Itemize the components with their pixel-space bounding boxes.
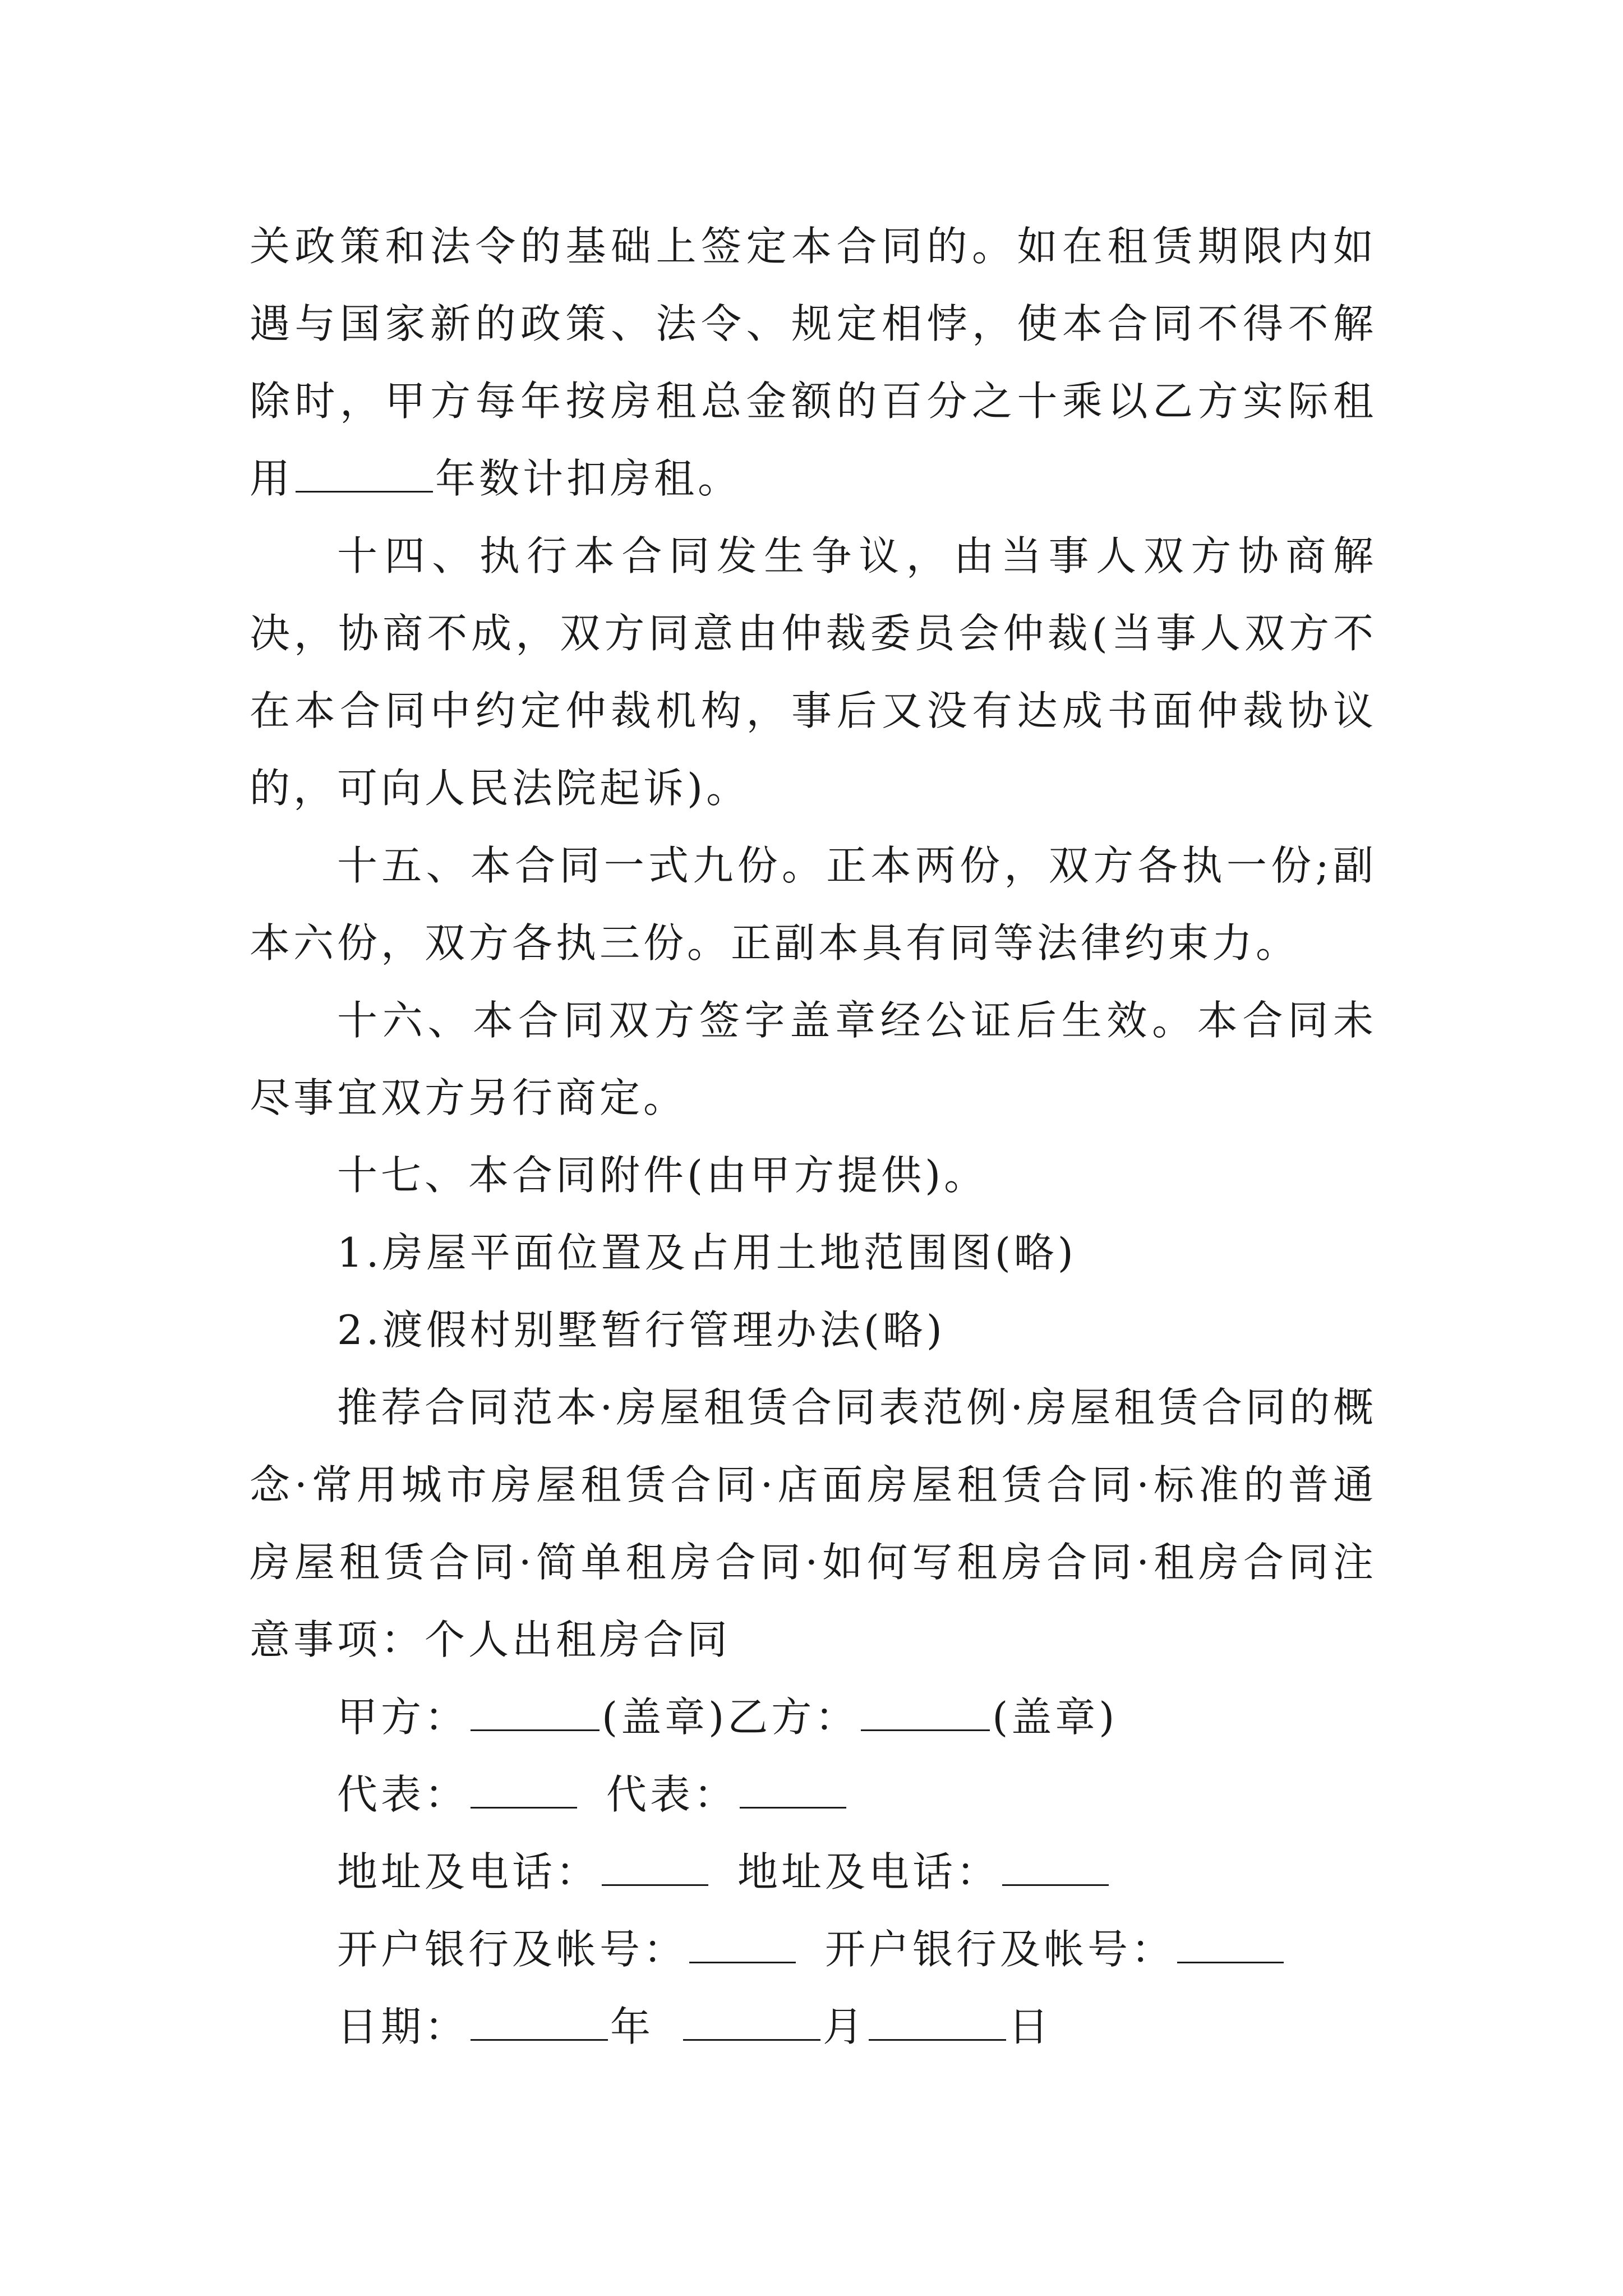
party-a-label: 甲方：	[337, 1694, 469, 1741]
year-blank	[471, 1994, 608, 2041]
signature-date-line	[250, 1988, 1377, 2065]
contract-body	[250, 208, 1377, 2065]
years-blank	[296, 446, 433, 493]
attachment-2: 2.渡假村别墅暂行管理办法(略)	[337, 1306, 946, 1354]
rep-b-blank	[740, 1762, 846, 1809]
signature-representative-line	[250, 1756, 1377, 1833]
addr-a-label: 地址及电话：	[337, 1848, 600, 1895]
day-blank	[869, 1994, 1006, 2041]
rep-a-label: 代表：	[337, 1771, 469, 1818]
clause-17: 十七、本合同附件(由甲方提供)。	[337, 1152, 988, 1199]
party-b-label: 乙方：	[727, 1694, 859, 1741]
party-a-blank	[471, 1685, 600, 1731]
date-label: 日期：	[337, 2003, 469, 2050]
addr-a-blank	[602, 1839, 708, 1886]
month-text: 月	[823, 2003, 867, 2050]
attachment-1: 1.房屋平面位置及占用土地范围图(略)	[337, 1229, 1077, 1276]
addr-b-blank	[1002, 1839, 1109, 1886]
party-a-seal: (盖章)	[602, 1694, 728, 1741]
clause-13-tail: 年数计扣房租。	[435, 455, 742, 502]
bank-b-blank	[1177, 1917, 1284, 1963]
party-b-seal: (盖章)	[992, 1694, 1118, 1741]
signature-address-line	[250, 1833, 1377, 1911]
clause-14: 十四、执行本合同发生争议，由当事人双方协商解决，协商不成，双方同意由仲裁委员会仲裁(当事人双方不在本合同中约定仲裁机构，事后又没有达成书面仲裁协议的，可向人民法院起诉)。	[250, 532, 1377, 812]
rep-b-label: 代表：	[606, 1771, 738, 1818]
clause-16: 十六、本合同双方签字盖章经公证后生效。本合同未尽事宜双方另行商定。	[250, 997, 1377, 1121]
party-b-blank	[861, 1685, 990, 1731]
clause-13-text: 关政策和法令的基础上签定本合同的。如在租赁期限内如遇与国家新的政策、法令、规定相悖，使本合同不得不解除时，甲方每年按房租总金额的百分之十乘以乙方实际租用	[250, 223, 1377, 502]
bank-b-label: 开户银行及帐号：	[825, 1926, 1175, 1973]
recommended-templates: 推荐合同范本·房屋租赁合同表范例·房屋租赁合同的概念·常用城市房屋租赁合同·店面房屋租赁合同·标准的普通房屋租赁合同·简单租房合同·如何写租房合同·租房合同注意事项：个人出租房合同	[250, 1384, 1377, 1663]
clause-15: 十五、本合同一式九份。正本两份，双方各执一份;副本六份，双方各执三份。正副本具有同等法律约束力。	[250, 842, 1377, 967]
signature-bank-line	[250, 1911, 1377, 1988]
signature-party-line	[250, 1678, 1377, 1756]
clause-13-continuation	[250, 208, 1377, 517]
month-blank	[683, 1994, 820, 2041]
bank-a-blank	[689, 1917, 796, 1963]
year-text: 年	[610, 2003, 654, 2050]
bank-a-label: 开户银行及帐号：	[337, 1926, 688, 1973]
day-text: 日	[1008, 2003, 1053, 2050]
addr-b-label: 地址及电话：	[737, 1848, 1000, 1895]
rep-a-blank	[471, 1762, 577, 1809]
